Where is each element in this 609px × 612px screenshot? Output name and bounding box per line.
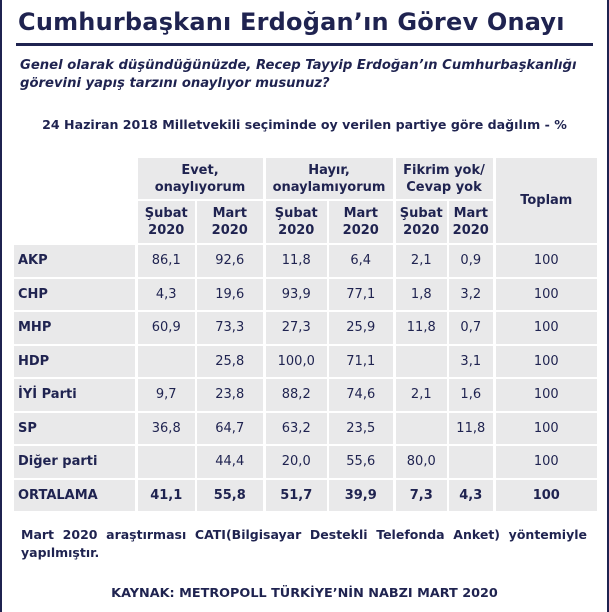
- value-cell: 80,0: [394, 445, 448, 479]
- total-cell: 100: [494, 244, 597, 278]
- value-cell: 23,8: [196, 378, 264, 412]
- value-cell: 92,6: [196, 244, 264, 278]
- total-cell: 100: [494, 378, 597, 412]
- group-header-yes: [136, 158, 264, 200]
- value-cell: [394, 412, 448, 446]
- period-header-mar: Mart 2020: [328, 200, 394, 244]
- value-cell: 1,8: [394, 278, 448, 312]
- party-name: HDP: [14, 345, 136, 379]
- average-total-cell: 100: [494, 479, 597, 512]
- group-header-line: onaylıyorum: [154, 179, 246, 195]
- value-cell: 74,6: [328, 378, 394, 412]
- table-row: [14, 278, 597, 312]
- period-header-mar: Mart 2020: [448, 200, 494, 244]
- value-cell: 3,2: [448, 278, 494, 312]
- value-cell: 11,8: [394, 311, 448, 345]
- value-cell: 88,2: [264, 378, 328, 412]
- value-cell: 20,0: [264, 445, 328, 479]
- corner-cell: [14, 158, 136, 200]
- value-cell: 6,4: [328, 244, 394, 278]
- value-cell: [136, 445, 196, 479]
- group-header-line: Fikrim yok/: [403, 162, 485, 178]
- value-cell: 23,5: [328, 412, 394, 446]
- table-row: [14, 345, 597, 379]
- approval-table: [14, 158, 597, 511]
- average-cell: 7,3: [394, 479, 448, 512]
- party-name: Diğer parti: [14, 445, 136, 479]
- value-cell: 55,6: [328, 445, 394, 479]
- value-cell: [448, 445, 494, 479]
- average-cell: 55,8: [196, 479, 264, 512]
- value-cell: 86,1: [136, 244, 196, 278]
- party-name: İYİ Parti: [14, 378, 136, 412]
- average-cell: 4,3: [448, 479, 494, 512]
- average-label: ORTALAMA: [14, 479, 136, 512]
- source-line: KAYNAK: METROPOLL TÜRKİYE’NİN NABZI MART 2020: [111, 586, 498, 601]
- value-cell: 63,2: [264, 412, 328, 446]
- group-header-line: Evet,: [181, 162, 219, 178]
- average-row: [14, 479, 597, 512]
- value-cell: 71,1: [328, 345, 394, 379]
- total-cell: 100: [494, 445, 597, 479]
- corner-cell: [14, 200, 136, 244]
- table-row: [14, 445, 597, 479]
- value-cell: 64,7: [196, 412, 264, 446]
- methodology-note: Mart 2020 araştırması CATI(Bilgisayar Destekli Telefonda Anket) yöntemiyle yapılmıştır.: [21, 527, 587, 560]
- period-header-feb: Şubat 2020: [136, 200, 196, 244]
- total-cell: 100: [494, 311, 597, 345]
- party-name: MHP: [14, 311, 136, 345]
- total-cell: 100: [494, 278, 597, 312]
- value-cell: 11,8: [448, 412, 494, 446]
- value-cell: 93,9: [264, 278, 328, 312]
- value-cell: 4,3: [136, 278, 196, 312]
- value-cell: 25,8: [196, 345, 264, 379]
- value-cell: 11,8: [264, 244, 328, 278]
- average-cell: 39,9: [328, 479, 394, 512]
- value-cell: [394, 345, 448, 379]
- group-header-no-opinion: [394, 158, 494, 200]
- party-name: SP: [14, 412, 136, 446]
- value-cell: 100,0: [264, 345, 328, 379]
- table-row: [14, 311, 597, 345]
- party-name: CHP: [14, 278, 136, 312]
- value-cell: 2,1: [394, 378, 448, 412]
- average-cell: 51,7: [264, 479, 328, 512]
- value-cell: 1,6: [448, 378, 494, 412]
- group-header-line: Cevap yok: [406, 179, 482, 195]
- value-cell: 73,3: [196, 311, 264, 345]
- page-title: Cumhurbaşkanı Erdoğan’ın Görev Onayı: [18, 8, 565, 36]
- value-cell: [136, 345, 196, 379]
- value-cell: 0,7: [448, 311, 494, 345]
- value-cell: 77,1: [328, 278, 394, 312]
- group-header-no: [264, 158, 394, 200]
- period-header-feb: Şubat 2020: [264, 200, 328, 244]
- average-cell: 41,1: [136, 479, 196, 512]
- table-row: [14, 412, 597, 446]
- group-header-line: onaylamıyorum: [272, 179, 386, 195]
- period-header-feb: Şubat 2020: [394, 200, 448, 244]
- value-cell: 19,6: [196, 278, 264, 312]
- table-row: [14, 378, 597, 412]
- total-cell: 100: [494, 412, 597, 446]
- value-cell: 3,1: [448, 345, 494, 379]
- total-cell: 100: [494, 345, 597, 379]
- total-header: Toplam: [494, 158, 597, 244]
- survey-question: Genel olarak düşündüğünüzde, Recep Tayyip Erdoğan’ın Cumhurbaşkanlığı görevini yapış tarzını onaylıyor musunuz?: [20, 58, 577, 91]
- period-header-mar: Mart 2020: [196, 200, 264, 244]
- value-cell: 9,7: [136, 378, 196, 412]
- value-cell: 0,9: [448, 244, 494, 278]
- value-cell: 36,8: [136, 412, 196, 446]
- value-cell: 2,1: [394, 244, 448, 278]
- party-name: AKP: [14, 244, 136, 278]
- breakdown-caption: 24 Haziran 2018 Milletvekili seçiminde oy verilen partiye göre dağılım - %: [42, 117, 567, 132]
- value-cell: 27,3: [264, 311, 328, 345]
- value-cell: 25,9: [328, 311, 394, 345]
- table-row: [14, 244, 597, 278]
- value-cell: 44,4: [196, 445, 264, 479]
- title-underline: [16, 43, 593, 46]
- value-cell: 60,9: [136, 311, 196, 345]
- group-header-line: Hayır,: [308, 162, 350, 178]
